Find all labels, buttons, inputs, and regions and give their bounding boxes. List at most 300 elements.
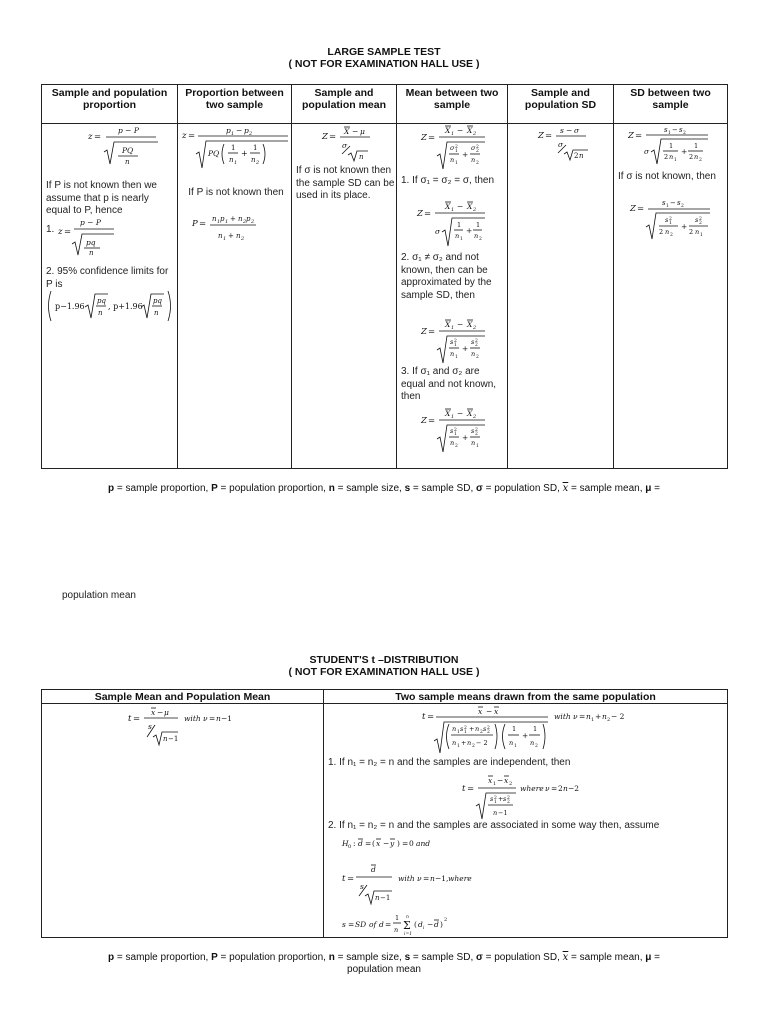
svg-text:=: = [348, 920, 355, 929]
legend-n-def: = sample size, [334, 483, 405, 494]
t-dist-subtitle: ( NOT FOR EXAMINATION HALL USE ) [288, 666, 480, 678]
svg-text:Z: Z [322, 132, 328, 142]
col1-note-p-not-known: If P is not known then we assume that p is nearly equal to P, hence [46, 180, 157, 216]
svg-text:−: − [427, 920, 434, 929]
svg-text:=: = [199, 219, 207, 229]
svg-text:2: 2 [670, 233, 673, 238]
svg-text:1: 1 [395, 914, 400, 922]
formula-z-two-means-common-sigma [415, 200, 505, 248]
svg-text:s: s [560, 126, 564, 135]
cell-sample-population-sd [508, 124, 614, 469]
legend2-p: p [108, 952, 115, 963]
svg-text:n: n [471, 439, 476, 447]
svg-text:x: x [494, 707, 499, 716]
legend-P-def: = population proportion, [217, 483, 329, 494]
svg-text:and: and [416, 839, 431, 848]
svg-text:s: s [695, 216, 699, 224]
legend-s: s [404, 483, 411, 494]
svg-text:1: 1 [454, 432, 457, 437]
large-sample-title: LARGE SAMPLE TEST [327, 46, 441, 58]
svg-text:2: 2 [689, 228, 694, 236]
svg-text:=: = [423, 874, 430, 883]
svg-text:x: x [151, 708, 156, 717]
svg-text:Z: Z [630, 204, 636, 214]
legend2-P: P [211, 952, 218, 963]
svg-text:PQ: PQ [122, 146, 134, 155]
svg-text:s: s [460, 725, 464, 733]
svg-text:2: 2 [664, 153, 669, 161]
svg-text:1: 1 [234, 160, 238, 166]
svg-text:X: X [445, 202, 451, 211]
t-cell-two-samples [324, 704, 728, 938]
cell-sample-population-proportion [42, 124, 178, 469]
col1-item1-number: 1. [46, 224, 55, 235]
svg-text:X: X [445, 126, 451, 135]
svg-text:1: 1 [694, 142, 699, 150]
svg-text:+: + [498, 795, 504, 803]
svg-text:ν: ν [573, 712, 578, 721]
legend2-xbar-def: = sample mean, [568, 952, 646, 963]
svg-text:i: i [423, 926, 425, 931]
legend2-p-def: = sample proportion, [114, 952, 212, 963]
legend2-n-def: = sample size, [334, 952, 405, 963]
t-case2: 2. If n₁ = n₂ = n and the samples are associated in some way then, assume [328, 820, 660, 831]
svg-text:Z: Z [421, 416, 427, 426]
svg-text:pq: pq [97, 297, 106, 305]
formula-t-paired [340, 834, 500, 938]
svg-text:2: 2 [473, 207, 477, 213]
svg-text:of: of [369, 920, 377, 929]
svg-text:with: with [184, 714, 201, 723]
svg-text:1: 1 [674, 158, 677, 163]
svg-text:1: 1 [455, 355, 458, 360]
formula-t-two-sample-pooled [420, 705, 650, 755]
legend-p: p [108, 483, 115, 494]
svg-text:+: + [522, 731, 529, 740]
svg-text:2: 2 [507, 796, 510, 801]
legend-tail-population-mean: population mean [62, 590, 136, 601]
svg-text:PQ: PQ [208, 149, 220, 158]
svg-text:2: 2 [455, 145, 458, 150]
svg-text:Z: Z [421, 133, 427, 143]
svg-text:2: 2 [574, 152, 579, 160]
col-header-1: Sample and population proportion [42, 85, 178, 124]
svg-text:(: ( [372, 839, 375, 848]
col-header-5: Sample and population SD [508, 85, 614, 124]
large-sample-table [41, 84, 728, 469]
svg-text:1: 1 [451, 325, 455, 331]
svg-text:−1,: −1, [435, 874, 449, 883]
svg-text:−: − [157, 708, 164, 717]
svg-text:2: 2 [476, 149, 479, 154]
svg-text:1: 1 [454, 343, 457, 348]
svg-text:1: 1 [460, 237, 463, 242]
svg-text:1: 1 [666, 204, 669, 209]
svg-text:s: s [471, 427, 475, 435]
svg-text:+: + [241, 149, 248, 158]
svg-text:μ: μ [360, 127, 365, 136]
svg-text:−: − [457, 126, 464, 135]
svg-text:t: t [462, 784, 466, 794]
svg-text:s: s [360, 882, 364, 891]
svg-text:y: y [390, 839, 395, 848]
formula-z-two-means-sample-sd [419, 318, 507, 364]
svg-text:=: = [637, 204, 645, 214]
col4-case3: 3. If σ₁ and σ₂ are equal and not known, then [401, 366, 497, 402]
svg-text:s: s [664, 126, 668, 134]
t-cell-one-sample [42, 704, 324, 938]
svg-text:=: = [635, 131, 643, 141]
svg-text:H: H [342, 839, 349, 848]
svg-text:1: 1 [455, 149, 458, 154]
svg-text:n: n [430, 874, 435, 883]
svg-text:=: = [427, 712, 435, 722]
svg-text:2: 2 [659, 228, 664, 236]
cell-sd-two-samples [614, 124, 728, 469]
svg-text:X: X [445, 320, 451, 329]
svg-text:2: 2 [476, 161, 479, 166]
svg-text:− 2: − 2 [611, 712, 625, 721]
formula-confidence-limits [46, 288, 176, 324]
col-header-6: SD between two sample [614, 85, 728, 124]
t-case1: 1. If n₁ = n₂ = n and the samples are independent, then [328, 757, 571, 768]
svg-text:i=1: i=1 [404, 932, 413, 937]
svg-text:+: + [469, 725, 475, 733]
svg-text:2: 2 [444, 917, 448, 923]
svg-text:2: 2 [699, 217, 702, 222]
formula-z-two-means-swapped [419, 407, 507, 453]
svg-text:n: n [471, 156, 476, 164]
legend2-sigma-def: = population SD, [482, 952, 563, 963]
svg-text:1: 1 [223, 236, 227, 242]
svg-text:=: = [365, 839, 372, 848]
svg-text:p − P: p − P [118, 126, 139, 135]
svg-text:2: 2 [475, 432, 478, 437]
svg-text:z: z [88, 132, 93, 142]
ci-left-text: p−1.96 [55, 302, 85, 311]
svg-text:n: n [509, 739, 514, 747]
svg-text:−: − [457, 409, 464, 418]
svg-text:−: − [383, 839, 390, 848]
svg-text:x: x [478, 707, 483, 716]
svg-text:1: 1 [457, 221, 462, 229]
svg-text:+: + [462, 344, 469, 353]
svg-text:X: X [467, 126, 473, 135]
svg-text:2: 2 [509, 781, 513, 787]
svg-text:n: n [125, 158, 130, 166]
svg-text:Z: Z [538, 131, 544, 141]
svg-text:−1: −1 [498, 809, 508, 817]
svg-text:−1: −1 [380, 894, 391, 902]
svg-text:): ) [397, 839, 400, 848]
svg-text:t: t [128, 714, 132, 724]
svg-text:Z: Z [417, 209, 423, 219]
svg-text:with: with [554, 712, 571, 721]
svg-text::: : [353, 839, 356, 848]
svg-text:2: 2 [472, 744, 475, 749]
svg-text:+: + [681, 147, 688, 156]
formula-z-two-sd-sigma [618, 124, 726, 166]
svg-text:d: d [418, 920, 423, 929]
svg-text:X: X [445, 409, 451, 418]
svg-text:1: 1 [253, 144, 258, 152]
svg-text:x: x [488, 776, 493, 785]
svg-text:2: 2 [256, 160, 260, 166]
svg-text:=: = [64, 227, 72, 237]
svg-text:+: + [466, 226, 473, 235]
svg-text:−: − [457, 320, 464, 329]
svg-text:=: = [133, 714, 141, 724]
svg-text:s: s [677, 199, 681, 207]
svg-text:0: 0 [409, 839, 414, 848]
svg-text:n: n [694, 153, 699, 161]
svg-text:=: = [209, 714, 216, 723]
svg-text:2: 2 [558, 784, 563, 793]
svg-text:s: s [342, 920, 346, 929]
svg-text:s: s [490, 795, 494, 803]
col2-note: If P is not known then [188, 187, 284, 198]
svg-text:n: n [530, 739, 535, 747]
formula-z-two-proportions [180, 124, 292, 170]
svg-text:(: ( [414, 920, 417, 929]
svg-text:2: 2 [473, 325, 477, 331]
t-dist-title-block [0, 654, 768, 678]
svg-text:p: p [220, 215, 225, 223]
svg-text:−: − [457, 202, 464, 211]
svg-text:σ: σ [574, 126, 580, 135]
col-header-3: Sample and population mean [292, 85, 397, 124]
col-header-4: Mean between two sample [397, 85, 508, 124]
svg-text:n: n [586, 712, 591, 721]
svg-text:=: = [329, 132, 337, 142]
svg-text:+: + [461, 739, 467, 747]
formula-z-sd [536, 124, 612, 164]
svg-text:P: P [192, 219, 198, 229]
svg-text:=: = [424, 209, 432, 219]
svg-text:2: 2 [681, 204, 684, 209]
svg-text:n: n [579, 152, 584, 160]
svg-text:0: 0 [348, 844, 352, 850]
svg-text:Z: Z [628, 131, 634, 141]
svg-text:x: x [376, 839, 381, 848]
col4-case2: 2. σ₁ ≠ σ₂ and not known, then can be approximated by the sample SD, then [401, 252, 492, 301]
svg-text:2: 2 [669, 217, 672, 222]
svg-text:pq: pq [153, 297, 162, 305]
legend-s-def: = sample SD, [410, 483, 476, 494]
svg-text:n: n [375, 894, 380, 902]
svg-text:n: n [563, 784, 568, 793]
svg-text:pq: pq [86, 238, 96, 247]
svg-text:n: n [450, 156, 455, 164]
svg-text:=: = [94, 132, 102, 142]
svg-text:n: n [450, 439, 455, 447]
svg-text:X: X [467, 202, 473, 211]
svg-text:n: n [154, 309, 159, 317]
svg-text:ν: ν [203, 714, 208, 723]
svg-text:=: = [428, 133, 436, 143]
svg-text:n: n [695, 228, 700, 236]
cell-proportion-two-samples [178, 124, 292, 469]
svg-text:2: 2 [475, 428, 478, 433]
t-dist-title: STUDENT'S t –DISTRIBUTION [309, 654, 459, 666]
legend-large-sample [0, 483, 768, 495]
svg-text:x: x [504, 776, 509, 785]
svg-text:n: n [467, 739, 472, 747]
svg-text:1: 1 [464, 730, 467, 735]
svg-text:n: n [229, 156, 234, 164]
legend2-tail: population mean [347, 964, 421, 975]
svg-text:n: n [359, 153, 364, 161]
svg-text:s: s [450, 338, 454, 346]
svg-text:σ: σ [342, 141, 348, 150]
svg-text:1: 1 [231, 144, 236, 152]
svg-text:σ: σ [450, 144, 455, 152]
svg-text:−: − [672, 126, 678, 134]
svg-text:n: n [452, 739, 457, 747]
svg-text:p: p [226, 126, 231, 135]
svg-text:−: − [497, 776, 504, 785]
svg-text:2: 2 [487, 730, 490, 735]
svg-text:2: 2 [607, 717, 611, 723]
legend-t-dist [0, 952, 768, 976]
cell-mean-two-samples [397, 124, 508, 469]
svg-text:p − P: p − P [80, 218, 101, 227]
svg-text:+: + [462, 150, 469, 159]
svg-text:2: 2 [476, 355, 479, 360]
svg-text:X: X [344, 127, 350, 136]
svg-text:=: = [385, 920, 392, 929]
svg-text:1: 1 [457, 730, 460, 735]
svg-text:1: 1 [225, 219, 229, 225]
svg-text:1: 1 [451, 207, 455, 213]
legend2-sigma: σ [476, 952, 483, 963]
svg-text:1: 1 [533, 725, 538, 733]
svg-text:n: n [665, 228, 670, 236]
svg-text:s: s [679, 126, 683, 134]
svg-text:σ: σ [558, 140, 564, 149]
svg-text:n: n [471, 350, 476, 358]
svg-text:2: 2 [494, 796, 497, 801]
svg-text:+: + [228, 232, 234, 240]
svg-text:d: d [434, 920, 439, 929]
svg-text:where: where [448, 874, 472, 883]
formula-z-two-means-sigma [419, 124, 507, 170]
svg-text:−2: −2 [568, 784, 580, 793]
svg-text:1: 1 [493, 781, 497, 787]
large-sample-title-block [0, 46, 768, 70]
formula-pooled-p [190, 212, 286, 246]
svg-text:1: 1 [231, 131, 235, 137]
svg-text:n: n [218, 232, 223, 240]
svg-text:s: s [665, 216, 669, 224]
ci-right-text: , p+1.96 [108, 302, 143, 311]
formula-t-one-sample [126, 705, 256, 747]
svg-text:p: p [244, 126, 249, 135]
svg-text:2: 2 [683, 131, 686, 136]
formula-z-mean [320, 124, 392, 164]
svg-text:2: 2 [507, 800, 510, 805]
svg-text:1: 1 [494, 800, 497, 805]
svg-text:2: 2 [480, 730, 483, 735]
svg-text:n: n [475, 725, 480, 733]
svg-text:2: 2 [475, 339, 478, 344]
t-col-header-1: Sample Mean and Population Mean [42, 690, 324, 704]
svg-text:1: 1 [455, 161, 458, 166]
svg-text:n: n [98, 309, 103, 317]
svg-text:−: − [566, 126, 573, 135]
svg-text:2: 2 [473, 414, 477, 420]
svg-text:−: − [236, 126, 243, 135]
legend-n: n [328, 483, 335, 494]
legend-xbar-def: = sample mean, [568, 483, 646, 494]
legend-xbar-symbol: $\overline{x}$ [562, 483, 569, 494]
svg-text:=: = [545, 131, 553, 141]
svg-text:1: 1 [591, 717, 595, 723]
svg-text:=: = [467, 784, 475, 794]
formula-t-independent [460, 774, 600, 820]
svg-text:n: n [669, 153, 674, 161]
svg-text:+: + [230, 215, 236, 223]
svg-text:X: X [467, 409, 473, 418]
svg-text:1: 1 [512, 725, 517, 733]
svg-text:1: 1 [476, 221, 481, 229]
svg-text:μ: μ [164, 708, 169, 717]
large-sample-subtitle: ( NOT FOR EXAMINATION HALL USE ) [288, 58, 480, 70]
legend-sigma-def: = population SD, [482, 483, 563, 494]
svg-text:=: = [551, 784, 558, 793]
col6-note: If σ is not known, then [618, 171, 716, 182]
svg-text:n: n [236, 232, 241, 240]
svg-text:2: 2 [535, 744, 538, 749]
svg-text:s: s [662, 199, 666, 207]
svg-text:−: − [670, 199, 676, 207]
col4-case1: 1. If σ₁ = σ₂ = σ, then [401, 175, 495, 186]
svg-text:with: with [398, 874, 415, 883]
svg-text:n: n [163, 735, 168, 743]
svg-text:SD: SD [355, 920, 367, 929]
svg-text:2: 2 [699, 221, 702, 226]
legend2-mu-def: = [651, 952, 660, 963]
svg-text:2: 2 [241, 236, 245, 242]
t-col-header-2: Two sample means drawn from the same population [324, 690, 728, 704]
svg-text:s: s [471, 338, 475, 346]
svg-text:1: 1 [700, 233, 703, 238]
t-dist-table [41, 689, 728, 938]
svg-text:z: z [58, 227, 63, 237]
svg-text:Z: Z [421, 327, 427, 337]
svg-text:1: 1 [476, 444, 479, 449]
svg-text:d: d [379, 920, 384, 929]
svg-text:−1: −1 [168, 735, 179, 743]
svg-text:ν: ν [417, 874, 422, 883]
svg-text:2: 2 [243, 219, 247, 225]
svg-text:1: 1 [451, 414, 455, 420]
svg-text:n: n [602, 712, 607, 721]
svg-text:ν: ν [545, 784, 550, 793]
svg-text:2: 2 [454, 428, 457, 433]
svg-text:X: X [467, 320, 473, 329]
svg-text:1: 1 [451, 131, 455, 137]
legend2-P-def: = population proportion, [217, 952, 329, 963]
svg-text:2: 2 [487, 726, 490, 731]
svg-text:1: 1 [668, 131, 671, 136]
svg-text:1: 1 [514, 744, 517, 749]
svg-text:n: n [212, 215, 217, 223]
svg-text:2: 2 [475, 343, 478, 348]
svg-text:σ: σ [435, 227, 441, 236]
svg-text:−1: −1 [221, 714, 233, 723]
legend2-xbar-symbol: $\overline{x}$ [562, 952, 569, 963]
